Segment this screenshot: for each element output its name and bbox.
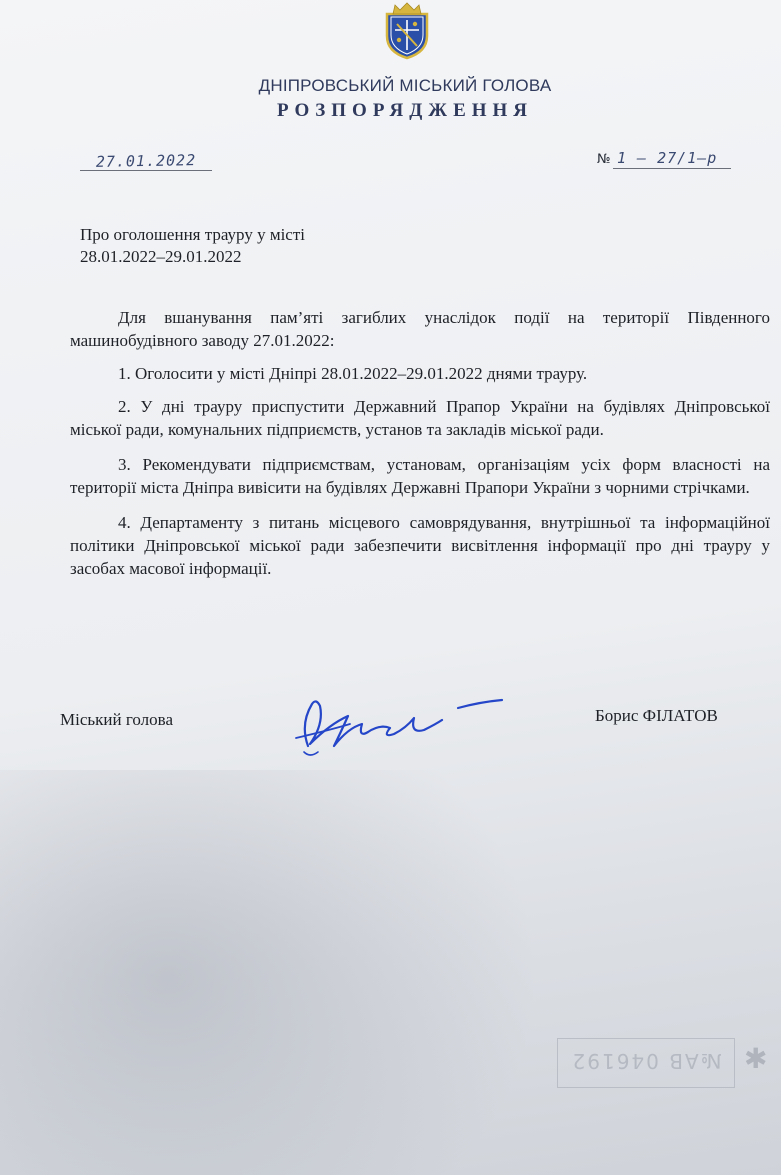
number-handwritten: 1 – 27/1–р xyxy=(617,149,718,167)
subject-line-1: Про оголошення трауру у місті xyxy=(80,225,306,244)
date-handwritten: 27.01.2022 xyxy=(95,151,197,171)
signature-block xyxy=(0,706,781,766)
serial-number: №АВ 046192 xyxy=(570,1049,722,1073)
document-body xyxy=(70,306,770,592)
signatory-name: Борис ФІЛАТОВ xyxy=(595,706,718,725)
document-subject xyxy=(80,224,305,268)
clause-1: 1. Оголосити у місті Дніпрі 28.01.2022–29.01.2022 днями трауру. xyxy=(118,364,588,383)
clause-4: 4. Департаменту з питань місцевого самоврядування, внутрішньої та інформаційної політики Дніпровської міської ради забезпечити висвітлення інформації про дні трауру у засобах масової інформації. xyxy=(70,513,770,578)
number-sign: № xyxy=(597,152,611,167)
clause-3: 3. Рекомендувати підприємствам, установам, організаціям усіх форм власності на території міста Дніпра вивісити на будівлях Державні Прапори України з чорними стрічками. xyxy=(70,455,770,497)
document-number xyxy=(597,150,731,170)
subject-line-2: 28.01.2022–29.01.2022 xyxy=(80,247,242,266)
document-date xyxy=(80,152,212,171)
clause-2: 2. У дні трауру приспустити Державний Прапор України на будівлях Дніпровської міської ради, комунальних підприємств, установ та закладів міської ради. xyxy=(70,397,770,439)
watermark-star-icon: ✱ xyxy=(744,1042,768,1075)
number-underline xyxy=(613,168,731,169)
city-coat-of-arms-icon xyxy=(379,0,435,60)
document-type: РОЗПОРЯДЖЕННЯ xyxy=(276,100,534,121)
preamble-paragraph: Для вшанування пам’яті загиблих унаслідок події на території Південного машинобудівного заводу 27.01.2022: xyxy=(70,308,770,350)
serial-watermark-stamp xyxy=(557,1038,735,1088)
header-title: ДНІПРОВСЬКИЙ МІСЬКИЙ ГОЛОВА xyxy=(258,76,552,95)
handwritten-signature-icon xyxy=(290,694,510,760)
signatory-position: Міський голова xyxy=(60,710,173,729)
photo-shadow xyxy=(0,770,540,1175)
